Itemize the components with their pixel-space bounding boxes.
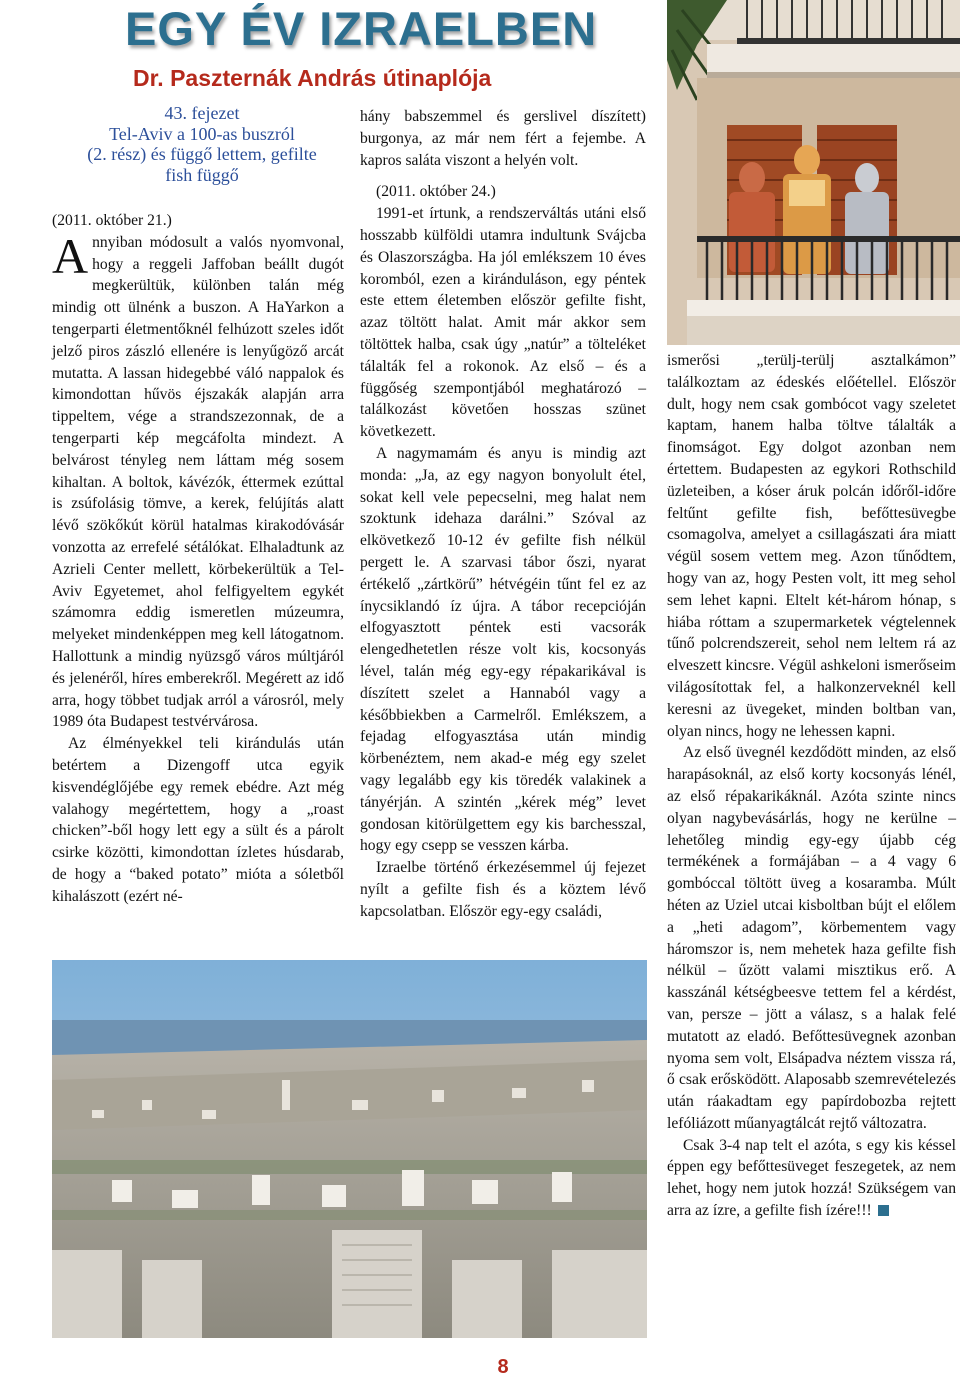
series-subtitle: Dr. Paszternák András útinaplója [133, 65, 492, 91]
chapter-title-line: fish függő [165, 164, 239, 185]
magazine-section-title: EGY ÉV IZRAELBEN [125, 2, 598, 55]
spacer [360, 171, 646, 181]
article-column-3 [667, 350, 956, 1222]
end-of-article-mark [878, 1205, 889, 1216]
entry-date: (2011. október 21.) [52, 212, 172, 229]
paragraph [667, 1135, 956, 1222]
page-number: 8 [497, 1356, 509, 1378]
chapter-heading [52, 103, 352, 185]
paragraph: 1991-et írtunk, a rendszerváltás utáni első hosszabb külföldi utamra indultunk Svájcba és Olaszországba. Ha jól emlékszem 10 éves koromból, ezen a kiránduláson, egy péntek este ettem életemben először gefilte fisht, azaz töltött halat. Amit már akkor sem töltöttek halba, csak úgy „natúr” a tölteléket tálalták fel a rokonok. Az első – és a függőség szempontjából meghatározó – találkozást követően hosszas szünet következett. [360, 205, 646, 441]
paragraph: Izraelbe történő érkezésemmel új fejezet nyílt a gefilte fish és a köztem lévő kapcsolatban. Először egy-egy családi, [360, 859, 646, 920]
paragraph-text: nnyiban módosult a valós nyomvonal, hogy a reggeli Jaffoban beállt dugót megkerültük, különben talán még mindig ott ülnénk a buszon. A HaYarkon a tengerparti életmentőknél felhúzott szeles időt jelző piros zászló ellenére is lenyűgöző arcát mutatta. A lassan hidegebbé váló nappalok és kimondottan hűvös éjszakák alapján arra tippeltem, vége a strandszezonnak, de a tengerparti kép megcáfolta mindezt. A belvárost tényleg nem láttam még sosem kihaltan. A boltok, kávézók, éttermek ezúttal is zsúfolásig tömve, a kerek, felújítás alatt lévő szökőkút körül hatalmas kirakodóvásár vonzotta az errefelé sétálókat. Elhaladtunk az Azrieli Center mellett, körbekerültük a Tel-Aviv Egyetemet, ahol felfigyeltem egykét számomra eddig ismeretlen múzeumra, melyeket mindenképpen meg kell látogatnom. Hallottunk a mindig nyüzsgő város múltjáról és jelenéről, híres emberekről. Megérett az idő arra, hogy többet tudjak arról a városról, mely 1989 óta Budapest testvérvárosa. [52, 233, 344, 731]
paragraph: Az első üvegnél kezdődött minden, az első harapásoknál, az első korty kocsonyás lénél, az első répakarikáknál. Azóta szinte nincs olyan nagybevásárlás, hogy ne kerülne – lehetőleg mindig egy-egy újabb cég termékének a formájában – a 4 vagy 6 gombóccal töltött üveg a kosaramba. Múlt héten az Uziel utcai kisboltban bújt el előlem a „heti adagom”, körbementem vagy háromszor is, nem mehetek haza gefilte fish nélkül – űzött valami misztikus erő. A kasszánál kétségbeesve tettem fel a kérdést, van, persze – jött a válasz, s a halak felé mutatott az eladó. Befőttesüvegnek azonban nyoma sem volt, Elsápadva néztem vissza rá, ő csak erősködött. Alaposabb szemrevételezés után ráakadtam egy papírdobozba rejtett lefóliázott műanyagtálcát rejtő változatra. [667, 744, 956, 1132]
article-column-2 [360, 106, 646, 922]
paragraph-text: Csak 3-4 nap telt el azóta, s egy kis késsel éppen egy befőttesüveget feszegetek, az nem lehet, hogy nem jutok hozzá! Szükségem van arra az ízre, a gefilte fish ízére!!! [667, 1136, 956, 1220]
balcony-sculptures-photo [667, 0, 960, 345]
drop-cap: A [52, 227, 89, 284]
paragraph [52, 227, 344, 733]
chapter-number: 43. fejezet [164, 103, 240, 123]
chapter-title-line: Tel-Aviv a 100-as buszról [109, 123, 295, 144]
article-column-1 [52, 210, 344, 908]
tel-aviv-aerial-photo [52, 960, 647, 1338]
paragraph: Az élményekkel teli kirándulás után betértem a Dizengoff utca egyik kisvendéglőjébe egy remek ebédre. Azt még valahogy megértettem, hogy a „roast chicken”-ből hogy lett egy a sült és a párolt csirke közötti, kimondottan ízletes húsdarab, de hogy a “baked potato” mióta a sóletből kihalászott (ezért né- [52, 735, 344, 905]
chapter-title-line: (2. rész) és függő lettem, gefilte [87, 144, 317, 164]
paragraph: A nagymamám és anyu is mindig azt monda: „Ja, az egy nagyon bonyolult étel, sokat kell vele pepecselni, meg halat nem szoktunk idehaza darálni.” Szóval az elkövetkező 10-12 év gefilte fish nélkül pergett le. A szarvasi tábor őszi, nyarat értékelő „zártkörű” hétvégéin tűnt fel ez az ínycsiklandó íz újra. A tábor recepcióján elfogyasztott péntek esti vacsorák elengedhetetlen része volt kis, kocsonyás lével, talán még egy-egy répakarikával is díszített szelet a Hannaból vagy a későbbiekben a Carmelről. Emlékszem, a fejadag elfogyasztása után mindig körbenéztem, nem akad-e még egy szelet vagy legalább egy kis töredék valakinek a tányérján. A szintén „kérek még” levet gondosan kitörülgettem egy kis barchesszal, hogy egy csepp se vesszen kárba. [360, 444, 646, 855]
paragraph: hány babszemmel és gerslivel díszített) burgonya, az már nem fért a fejembe. A kapros saláta viszont a helyén volt. [360, 108, 646, 169]
entry-date: (2011. október 24.) [376, 183, 496, 201]
paragraph: ismerősi „terülj-terülj asztalkámon” találkoztam az édeskés előétellel. Először dult, hogy nem csak gombócot vagy szeletet kaptam, hanem halba töltve tálalták a finomságot. Egy dolgot azonban nem értettem. Budapesten az egykori Rothschild üzleteiben, a kóser áruk polcán időről-időre feltűnt gefilte fish, befőttesüvegbe csomagolva, amelyet a csillagászati ára miatt végül sosem vettem meg. Azon tűnődtem, hogy van az, hogy Pesten volt, itt meg sehol sem lehet kapni. Eltelt két-három hónap, s hiába róttam a szupermarketek végtelennek tűnő polcrendszereit, sehol nem leltem rá az elveszett kincsre. Végül ashkeloni ismerőseim világosítottak fel, a halkonzerveknél kell keresni az üvegeket, minden boltban van, olyan nincs, hogy ne lehessen kapni. [667, 352, 956, 740]
